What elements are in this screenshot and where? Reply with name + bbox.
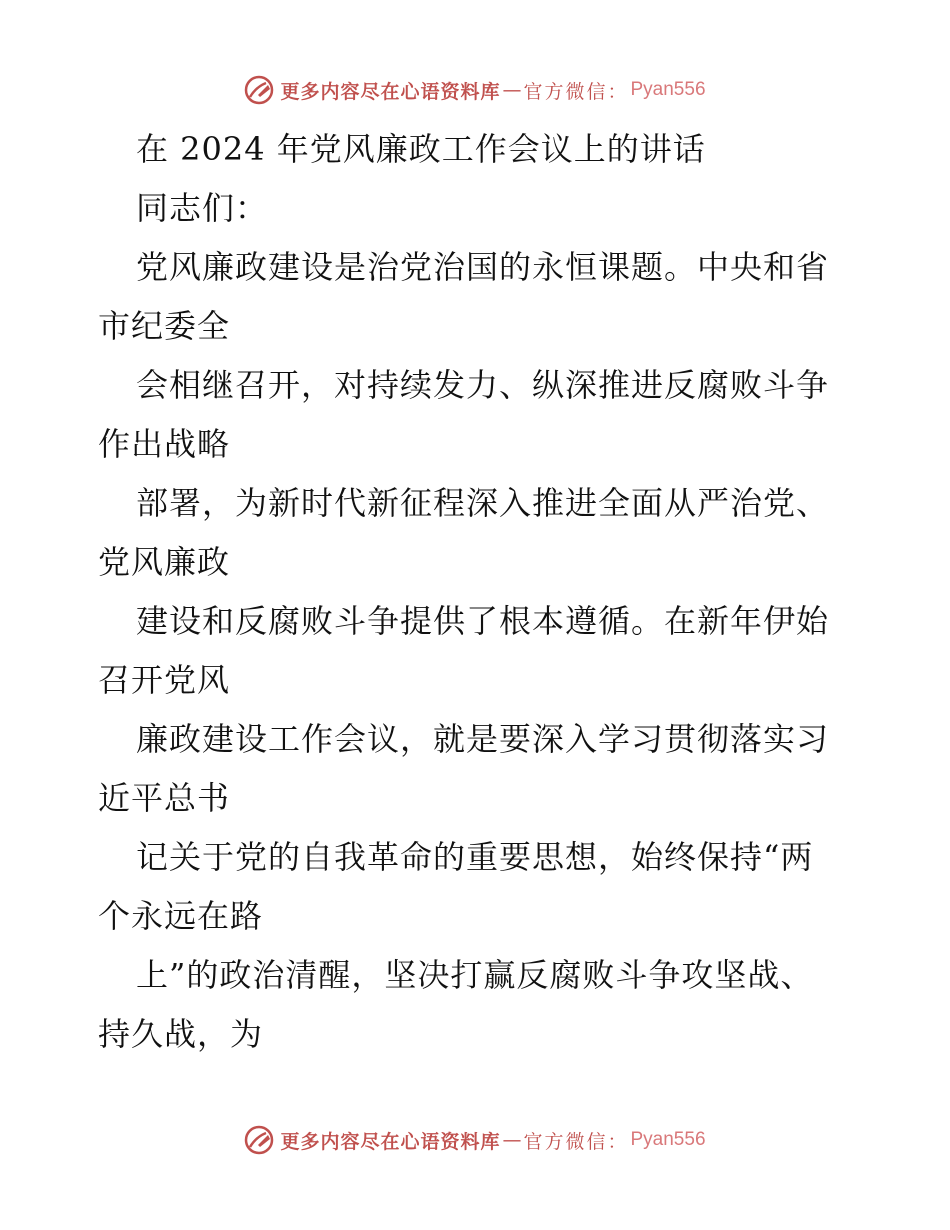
footer-banner [0,1120,950,1160]
banner-brand: 更多内容尽在心语资料库 [280,80,501,103]
header-banner [0,70,950,110]
body-line: 市纪委全 [98,307,231,345]
banner-brand: 更多内容尽在心语资料库 [280,1130,501,1153]
document-body [98,120,858,1064]
pen-logo-icon [244,1125,274,1155]
banner-official-label: 官方微信： [523,80,629,103]
banner-wechat-id: Pyan556 [630,1129,706,1150]
body-line: 会相继召开，对持续发力、纵深推进反腐败斗争 [136,366,830,404]
body-line: 持久战，为 [98,1015,264,1053]
body-line: 建设和反腐败斗争提供了根本遵循。在新年伊始 [136,602,830,640]
document-salutation: 同志们： [136,189,269,227]
body-line: 党风廉政 [98,543,231,581]
body-line: 记关于党的自我革命的重要思想，始终保持“两 [136,838,814,876]
pen-logo-icon [244,75,274,105]
body-line: 部署，为新时代新征程深入推进全面从严治党、 [136,484,830,522]
body-line: 党风廉政建设是治党治国的永恒课题。中央和省 [136,248,830,286]
banner-wechat-id: Pyan556 [630,79,706,100]
banner-dash: — [502,79,522,101]
banner-official-label: 官方微信： [523,1130,629,1153]
body-line: 上”的政治清醒，坚决打赢反腐败斗争攻坚战、 [136,956,814,994]
body-line: 廉政建设工作会议，就是要深入学习贯彻落实习 [136,720,830,758]
banner-dash: — [502,1129,522,1151]
document-title: 在 2024 年党风廉政工作会议上的讲话 [136,130,706,168]
body-line: 个永远在路 [98,897,264,935]
body-line: 近平总书 [98,779,231,817]
body-line: 作出战略 [98,425,231,463]
body-line: 召开党风 [98,661,231,699]
